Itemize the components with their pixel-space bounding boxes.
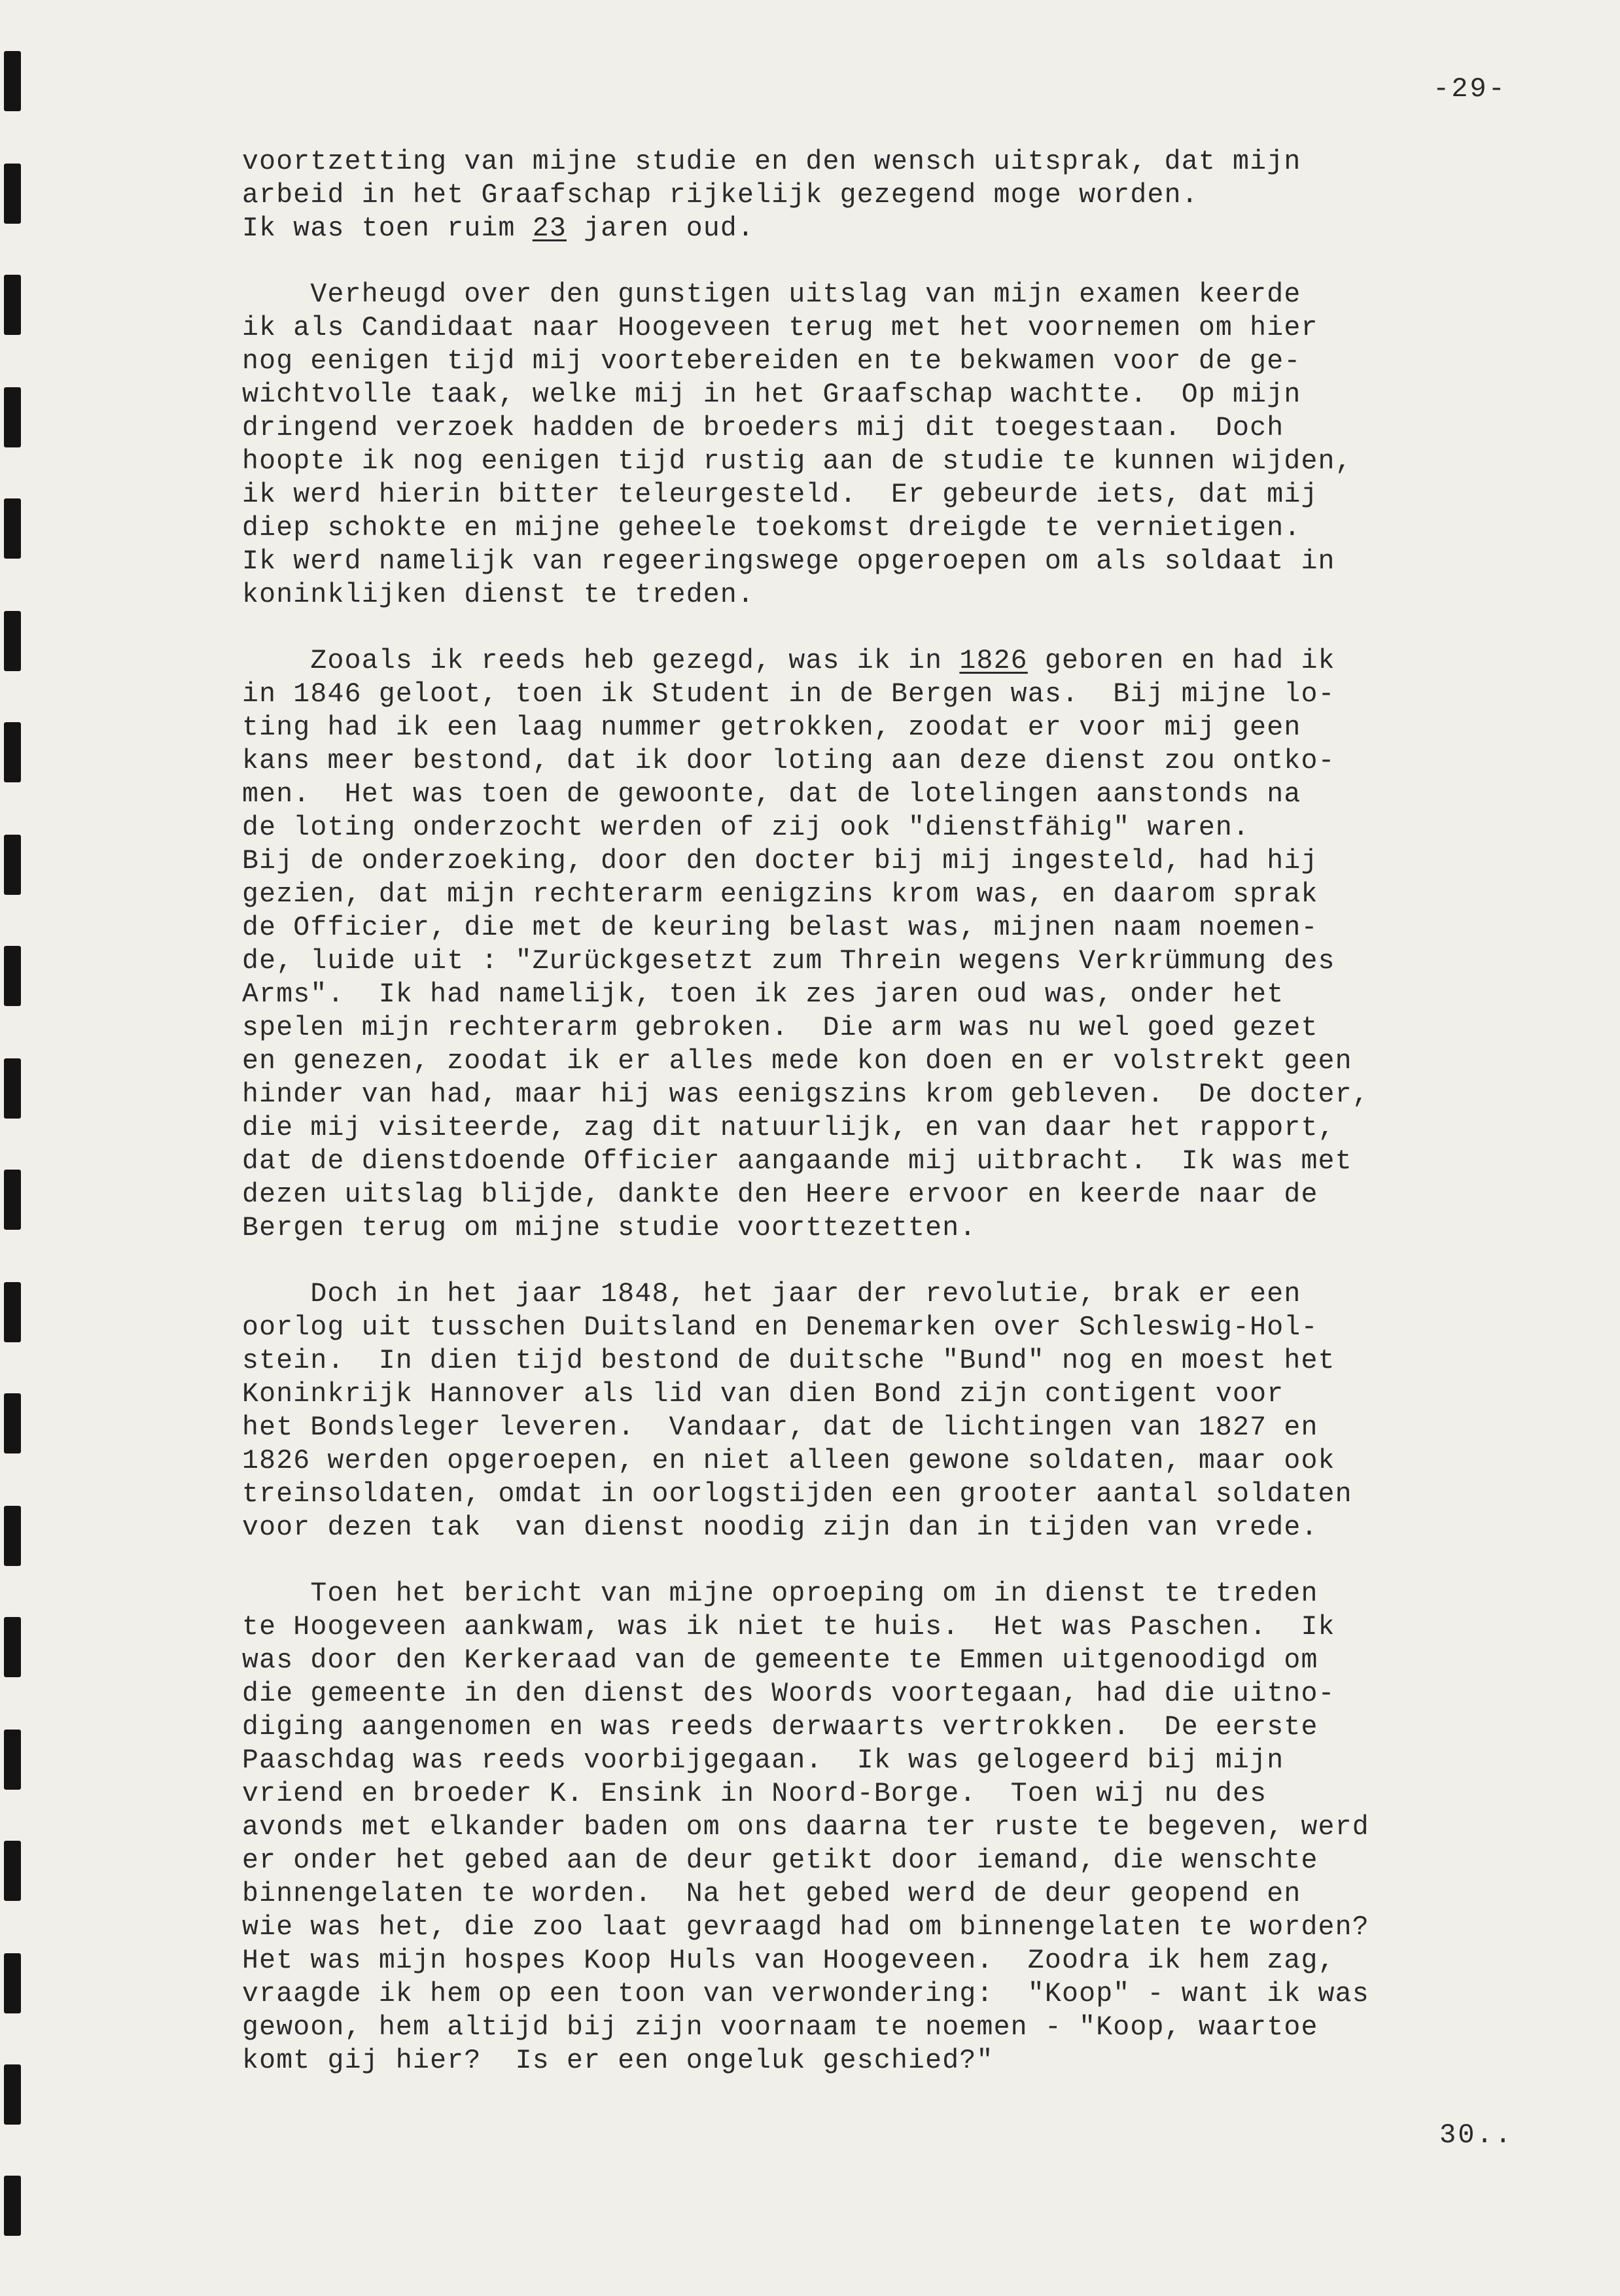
binding-hole [4,1393,21,1453]
text-line: in 1846 geloot, toen ik Student in de Bergen was. Bij mijne lo- [242,679,1335,710]
underlined-text: 1826 [959,646,1028,676]
text-line: dezen uitslag blijde, dankte den Heere ervoor en keerde naar de [242,1179,1318,1210]
page-number: -29- [1433,73,1507,105]
text-line: arbeid in het Graafschap rijkelijk gezegend moge worden. [242,180,1199,211]
binding-hole [4,1617,21,1677]
text-line: Toen het bericht van mijne oproeping om in dienst te treden [242,1578,1318,1609]
catchword: 30.. [1439,2119,1513,2151]
text-line: koninklijken dienst te treden. [242,580,755,610]
text-line: oorlog uit tusschen Duitsland en Denemarken over Schleswig-Hol- [242,1312,1318,1343]
binding-hole [4,946,21,1006]
text-line: ik werd hierin bitter teleurgesteld. Er gebeurde iets, dat mij [242,479,1318,510]
text-line: die gemeente in den dienst des Woords voortegaan, had die uitno- [242,1679,1335,1709]
text-line: Verheugd over den gunstigen uitslag van mijn examen keerde [242,279,1301,310]
paragraph [242,1577,1577,2078]
text-line: Zooals ik reeds heb gezegd, was ik in 1826 geboren en had ik [242,646,1335,676]
text-line: Arms". Ik had namelijk, toen ik zes jaren oud was, onder het [242,979,1284,1010]
binding-hole [4,1170,21,1230]
text-line: 1826 werden opgeroepen, en niet alleen gewone soldaten, maar ook [242,1446,1335,1476]
text-line: komt gij hier? Is er een ongeluk geschied?" [242,2045,994,2076]
text-line: die mij visiteerde, zag dit natuurlijk, en van daar het rapport, [242,1113,1335,1143]
paragraph [242,145,1577,245]
text-line: stein. In dien tijd bestond de duitsche "Bund" nog en moest het [242,1346,1335,1376]
text-line: voortzetting van mijne studie en den wensch uitsprak, dat mijn [242,147,1301,177]
text-line: diging aangenomen en was reeds derwaarts vertrokken. De eerste [242,1712,1318,1743]
binding-hole [4,164,21,224]
text-line: vriend en broeder K. Ensink in Noord-Borge. Toen wij nu des [242,1779,1267,1809]
binding-hole [4,835,21,895]
text-line: wie was het, die zoo laat gevraagd had om binnengelaten te worden? [242,1912,1369,1943]
binding-hole [4,1282,21,1342]
text-line: nog eenigen tijd mij voortebereiden en te bekwamen voor de ge- [242,346,1301,377]
text-line: Ik was toen ruim 23 jaren oud. [242,213,755,244]
binding-hole [4,1953,21,2013]
text-line: kans meer bestond, dat ik door loting aan deze dienst zou ontko- [242,746,1335,776]
text-line: ik als Candidaat naar Hoogeveen terug met het voornemen om hier [242,313,1318,343]
binding-hole [4,2064,21,2125]
text-line: gezien, dat mijn rechterarm eenigzins krom was, en daarom sprak [242,879,1318,910]
text-line: Paaschdag was reeds voorbijgegaan. Ik was gelogeerd bij mijn [242,1745,1284,1776]
binding-hole [4,1730,21,1790]
underlined-text: 23 [532,213,567,244]
text-line: de, luide uit : "Zurückgesetzt zum Threin wegens Verkrümmung des [242,946,1335,977]
text-line: er onder het gebed aan de deur getikt door iemand, die wenschte [242,1845,1318,1876]
text-line: Bij de onderzoeking, door den docter bij mij ingesteld, had hij [242,846,1318,877]
paragraph [242,644,1577,1245]
text-line: was door den Kerkeraad van de gemeente te Emmen uitgenoodigd om [242,1645,1318,1676]
text-line: vraagde ik hem op een toon van verwondering: "Koop" - want ik was [242,1979,1369,2009]
binding-hole [4,611,21,671]
text-line: avonds met elkander baden om ons daarna ter ruste te begeven, werd [242,1812,1369,1843]
binding-hole [4,1058,21,1119]
text-line: hoopte ik nog eenigen tijd rustig aan de studie te kunnen wijden, [242,446,1352,477]
binding-hole [4,1506,21,1566]
text-line: treinsoldaten, omdat in oorlogstijden een grooter aantal soldaten [242,1479,1352,1510]
text-line: de Officier, die met de keuring belast was, mijnen naam noemen- [242,913,1318,943]
paragraph [242,278,1577,612]
text-line: gewoon, hem altijd bij zijn voornaam te noemen - "Koop, waartoe [242,2012,1318,2043]
text-line: Koninkrijk Hannover als lid van dien Bond zijn contigent voor [242,1379,1284,1410]
paragraph [242,1278,1577,1544]
binding-hole [4,2176,21,2236]
body-text [242,145,1577,2110]
binding-holes [0,0,39,2296]
text-line: voor dezen tak van dienst noodig zijn dan in tijden van vrede. [242,1512,1318,1543]
text-line: Het was mijn hospes Koop Huls van Hoogeveen. Zoodra ik hem zag, [242,1945,1335,1976]
text-line: Doch in het jaar 1848, het jaar der revolutie, brak er een [242,1279,1301,1310]
text-line: Bergen terug om mijne studie voorttezetten. [242,1213,977,1244]
binding-hole [4,275,21,335]
text-line: dat de dienstdoende Officier aangaande mij uitbracht. Ik was met [242,1146,1352,1177]
text-line: spelen mijn rechterarm gebroken. Die arm was nu wel goed gezet [242,1013,1318,1043]
text-line: diep schokte en mijne geheele toekomst dreigde te vernietigen. [242,513,1301,544]
text-line: dringend verzoek hadden de broeders mij dit toegestaan. Doch [242,413,1284,444]
binding-hole [4,722,21,782]
binding-hole [4,51,21,111]
binding-hole [4,1841,21,1901]
text-line: hinder van had, maar hij was eenigszins krom gebleven. De docter, [242,1079,1369,1110]
binding-hole [4,387,21,447]
text-line: Ik werd namelijk van regeeringswege opgeroepen om als soldaat in [242,546,1335,577]
text-line: de loting onderzocht werden of zij ook "dienstfähig" waren. [242,812,1250,843]
text-line: het Bondsleger leveren. Vandaar, dat de lichtingen van 1827 en [242,1412,1318,1443]
text-line: te Hoogeveen aankwam, was ik niet te huis. Het was Paschen. Ik [242,1612,1335,1643]
binding-hole [4,498,21,559]
text-line: binnengelaten te worden. Na het gebed werd de deur geopend en [242,1879,1301,1909]
text-line: wichtvolle taak, welke mij in het Graafschap wachtte. Op mijn [242,379,1301,410]
text-line: men. Het was toen de gewoonte, dat de lotelingen aanstonds na [242,779,1301,810]
text-line: en genezen, zoodat ik er alles mede kon doen en er volstrekt geen [242,1046,1352,1077]
text-line: ting had ik een laag nummer getrokken, zoodat er voor mij geen [242,712,1301,743]
